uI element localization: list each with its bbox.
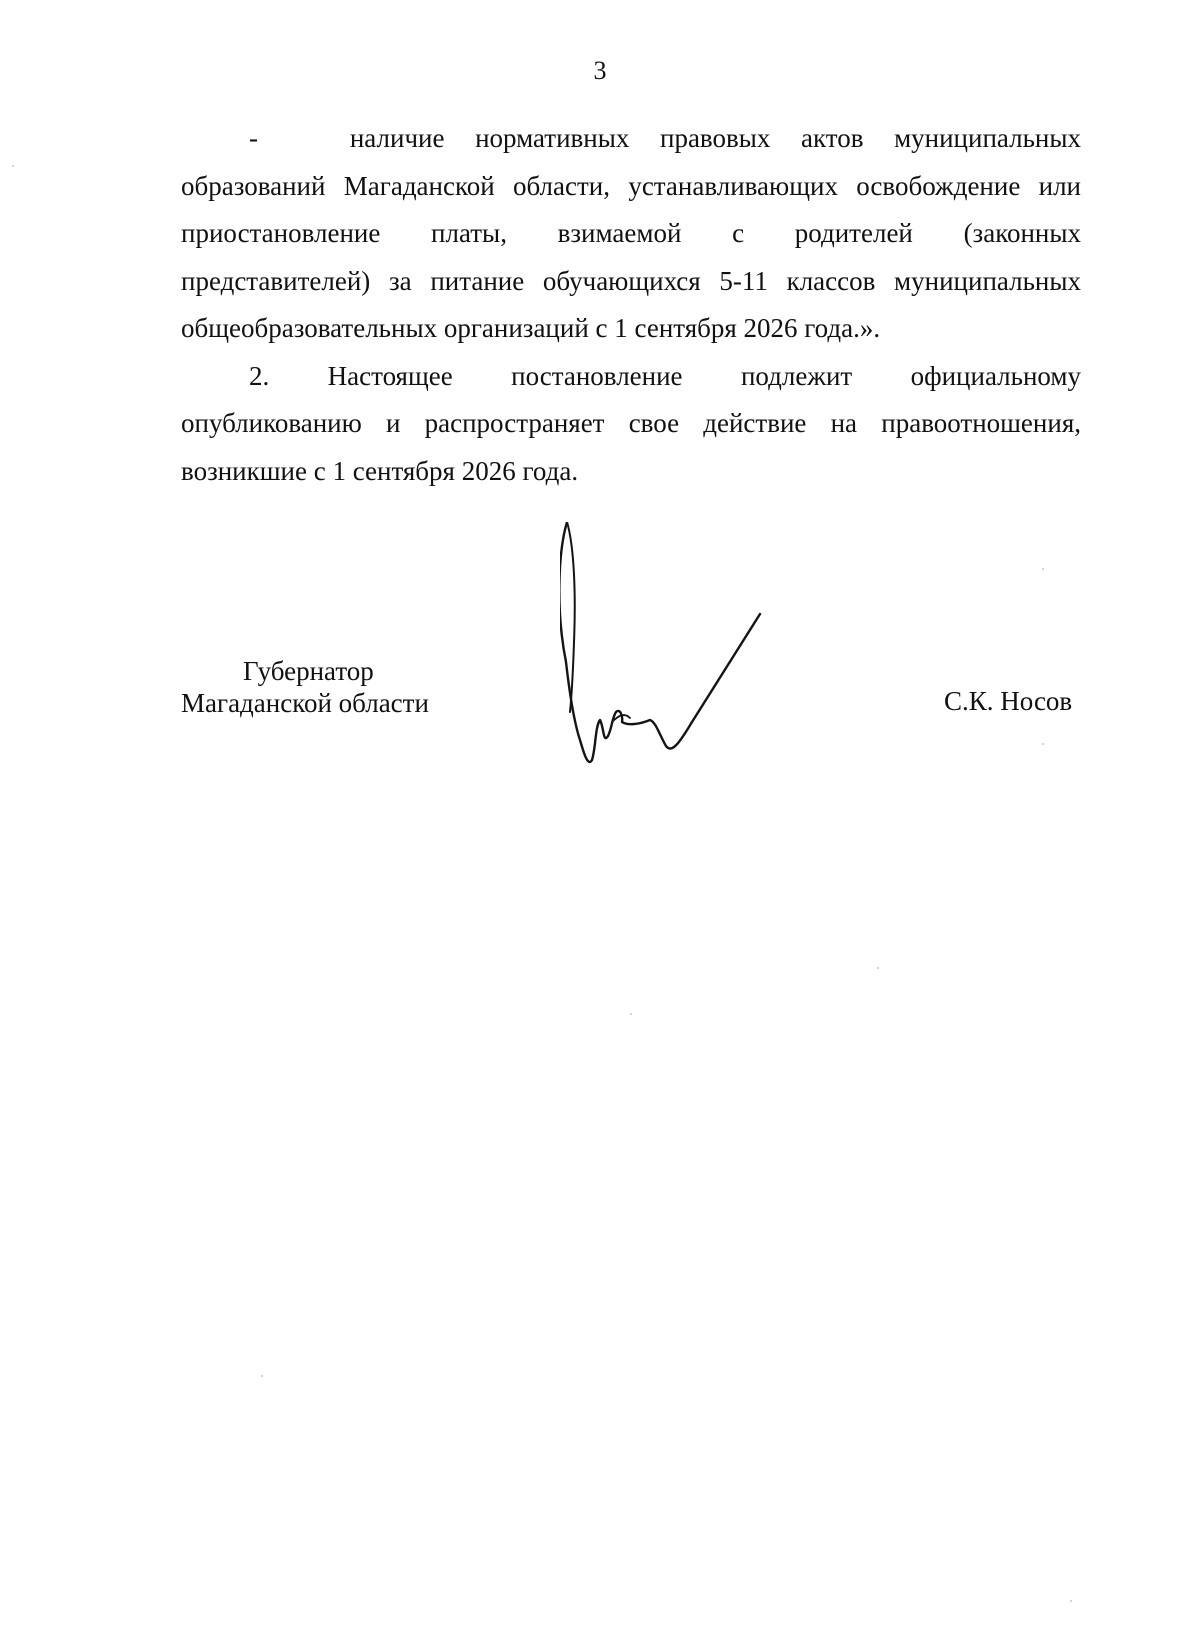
scan-speck: [1042, 568, 1044, 570]
document-body: [181, 115, 1081, 495]
page-number: 3: [593, 56, 607, 85]
text-line: - наличие нормативных правовых актов муниципальных: [249, 123, 1081, 153]
scan-speck: [261, 1375, 263, 1377]
text-line: представителей) за питание обучающихся 5-11 классов муниципальных: [181, 265, 1081, 296]
position-title-line2: Магаданской области: [181, 688, 429, 718]
signatory-name: С.К. Носов: [944, 686, 1073, 716]
scan-speck: [12, 165, 14, 167]
paragraph-1: [181, 115, 1081, 353]
scan-speck: [630, 1013, 632, 1015]
text-line: возникшие с 1 сентября 2026 года.: [181, 455, 579, 486]
paragraph-2: [181, 353, 1081, 496]
text-line: общеобразовательных организаций с 1 сентября 2026 года.».: [181, 313, 881, 343]
signature-stroke: [560, 522, 760, 762]
scan-speck: [1070, 1600, 1072, 1602]
handwritten-signature: [560, 522, 790, 784]
scan-speck: [1042, 743, 1044, 745]
text-line: 2. Настоящее постановление подлежит официальному: [249, 360, 1081, 391]
text-line: образований Магаданской области, устанавливающих освобождение или: [181, 170, 1081, 201]
signatory-position: [181, 655, 429, 719]
position-title-line1: Губернатор: [243, 656, 374, 686]
text-line: опубликованию и распространяет свое действие на правоотношения,: [181, 408, 1081, 438]
scan-speck: [877, 967, 879, 969]
text-line: приостановление платы, взимаемой с родителей (законных: [181, 218, 1081, 248]
